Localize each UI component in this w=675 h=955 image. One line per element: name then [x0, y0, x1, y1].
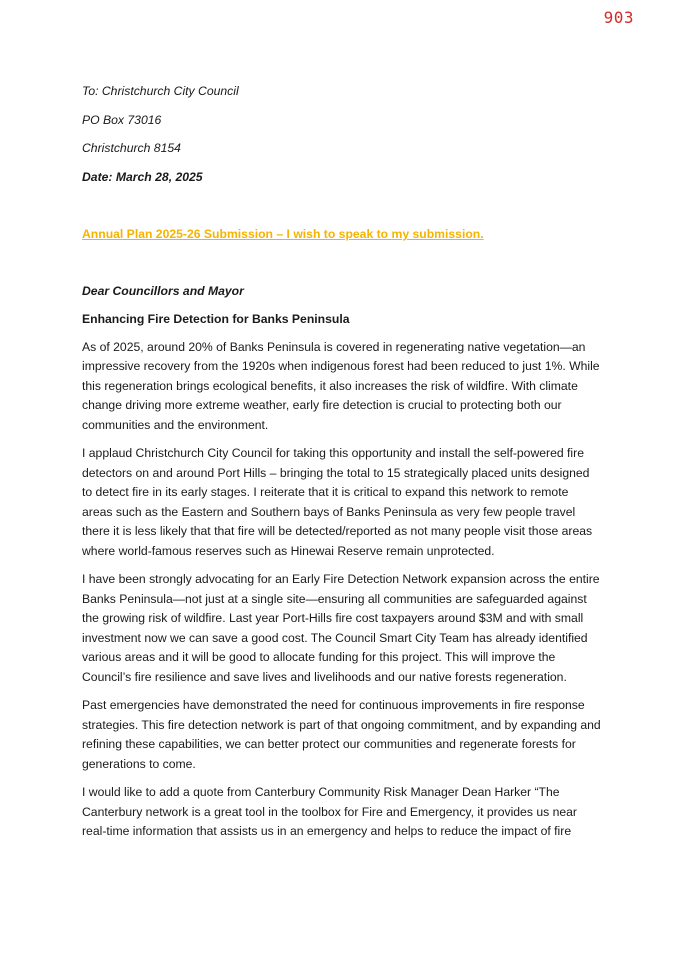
- date-line: Date: March 28, 2025: [82, 169, 203, 184]
- greeting: Dear Councillors and Mayor: [82, 283, 244, 298]
- paragraph-2: I applaud Christchurch City Council for taking this opportunity and install the self-powered fire detectors on and around Port Hills – bringing the total to 15 strategically placed units designed to detect fire in its early stages. I reiterate that it is critical to expand this network to remote areas such as the Eastern and Southern bays of Banks Peninsula as very few people travel there it is less likely that that fire will be detected/reported as not many people visit those areas where world-famous reserves such as Hinewai Reserve remain unprotected.: [82, 446, 593, 558]
- paragraph-3: I have been strongly advocating for an Early Fire Detection Network expansion across the entire Banks Peninsula—not just at a single site—ensuring all communities are safeguarded against the growing risk of wildfire. Last year Port-Hills fire cost taxpayers around $3M and with small investment now we can save a good cost. The Council Smart City Team has already identified various areas and it will be good to allocate funding for this project. This will improve the Council’s fire resilience and save lives and livelihoods and our native forests regeneration.: [82, 572, 600, 684]
- recipient-line: To: Christchurch City Council: [82, 84, 239, 98]
- paragraph-5: I would like to add a quote from Canterbury Community Risk Manager Dean Harker “The Canterbury network is a great tool in the toolbox for Fire and Emergency, it provides us near real-time information that assists us in an emergency and helps to reduce the impact of fire: [82, 785, 577, 838]
- letter-body: [82, 82, 602, 842]
- po-box-line: PO Box 73016: [82, 112, 162, 127]
- paragraph-4: Past emergencies have demonstrated the need for continuous improvements in fire response strategies. This fire detection network is part of that ongoing commitment, and by expanding and refining these capabilities, we can better protect our communities and regenerate forests for generations to come.: [82, 698, 601, 771]
- submission-subject: Annual Plan 2025-26 Submission – I wish to speak to my submission.: [82, 227, 484, 241]
- page-number: 903: [603, 8, 634, 27]
- city-line: Christchurch 8154: [82, 141, 181, 155]
- letter-heading: Enhancing Fire Detection for Banks Peninsula: [82, 312, 350, 326]
- paragraph-1: As of 2025, around 20% of Banks Peninsula is covered in regenerating native vegetation—an impressive recovery from the 1920s when indigenous forest had been reduced to just 1%. While this regeneration brings ecological benefits, it also increases the risk of wildfire. With climate change driving more extreme weather, early fire detection is crucial to protecting both our communities and the environment.: [82, 339, 600, 432]
